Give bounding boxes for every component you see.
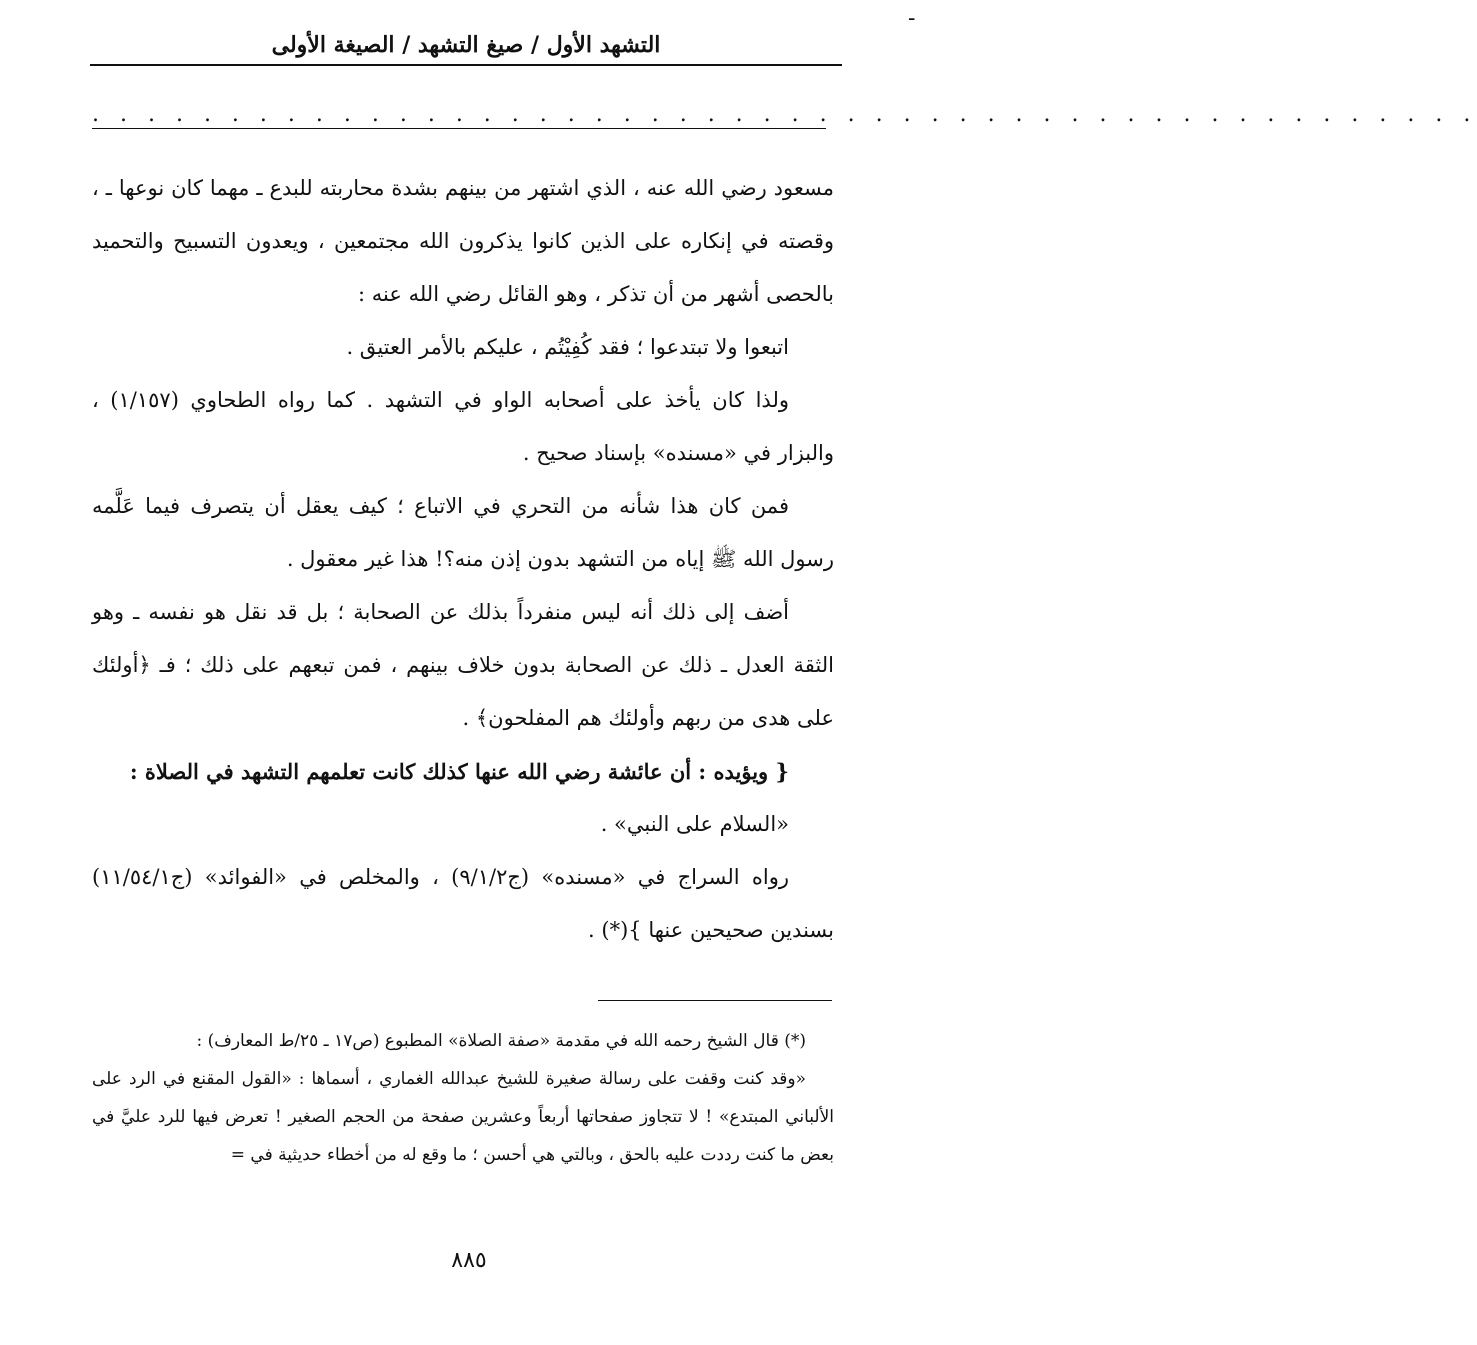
paragraph-7: «السلام على النبي» .	[600, 812, 789, 836]
running-header: التشهد الأول / صيغ التشهد / الصيغة الأولى	[271, 32, 661, 58]
corner-mark: -	[908, 6, 916, 31]
footnotes	[92, 1022, 834, 1174]
footnote-line-1: (*) قال الشيخ رحمه الله في مقدمة «صفة الصلاة» المطبوع (ص١٧ ـ ٢٥/ط المعارف) :	[196, 1031, 806, 1051]
paragraph-2-quote: اتبعوا ولا تبتدعوا ؛ فقد كُفِيْتُم ، عليكم بالأمر العتيق .	[346, 335, 789, 359]
page-number: ٨٨٥	[451, 1248, 487, 1273]
paragraph-5: أضف إلى ذلك أنه ليس منفرداً بذلك عن الصحابة ؛ بل قد نقل هو نفسه ـ وهو الثقة العدل ـ ذلك عن الصحابة بدون خلاف بينهم ، فمن تبعهم على ذلك ؛ فـ ﴿أولئك على هدى من ربهم وأولئك هم المفلحون﴾ .	[92, 600, 834, 730]
paragraph-4: فمن كان هذا شأنه من التحري في الاتباع ؛ كيف يعقل أن يتصرف فيما عَلَّمه رسول الله ﷺ إياه من التشهد بدون إذن منه؟! هذا غير معقول .	[92, 494, 834, 571]
paragraph-6: { ويؤيده : أن عائشة رضي الله عنها كذلك كانت تعلمهم التشهد في الصلاة :	[129, 759, 789, 784]
paragraph-8: رواه السراج في «مسنده» (ج٩/١/٢) ، والمخلص في «الفوائد» (ج١١/٥٤/١) بسندين صحيحين عنها }(*) .	[92, 865, 834, 942]
dotted-separator: . . . . . . . . . . . . . . . . . . . . . . . . . . . . . . . . . . . . . . . . . . . . . . . . . .	[92, 102, 1477, 127]
footnote-rule	[598, 1000, 832, 1001]
footnote-line-2: «وقد كنت وقفت على رسالة صغيرة للشيخ عبدالله الغماري ، أسماها : «القول المقنع في الرد على الألباني المبتدع» ! لا تتجاوز صفحاتها أربعاً وعشرين صفحة من الحجم الصغير ! تعرض فيها للرد عليَّ في بعض ما كنت رددت عليه بالحق ، وبالتي هي أحسن ؛ ما وقع له من أخطاء حديثية في =	[92, 1069, 834, 1165]
separator-rule	[92, 128, 826, 129]
paragraph-1: مسعود رضي الله عنه ، الذي اشتهر من بينهم بشدة محاربته للبدع ـ مهما كان نوعها ـ ، وقصته في إنكاره على الذين كانوا يذكرون الله مجتمعين ، ويعدون التسبيح والتحميد بالحصى أشهر من أن تذكر ، وهو القائل رضي الله عنه :	[92, 176, 834, 306]
header-rule	[90, 64, 842, 66]
paragraph-3: ولذا كان يأخذ على أصحابه الواو في التشهد . كما رواه الطحاوي (١/١٥٧) ، والبزار في «مسنده» بإسناد صحيح .	[92, 388, 834, 465]
main-text	[92, 162, 834, 957]
